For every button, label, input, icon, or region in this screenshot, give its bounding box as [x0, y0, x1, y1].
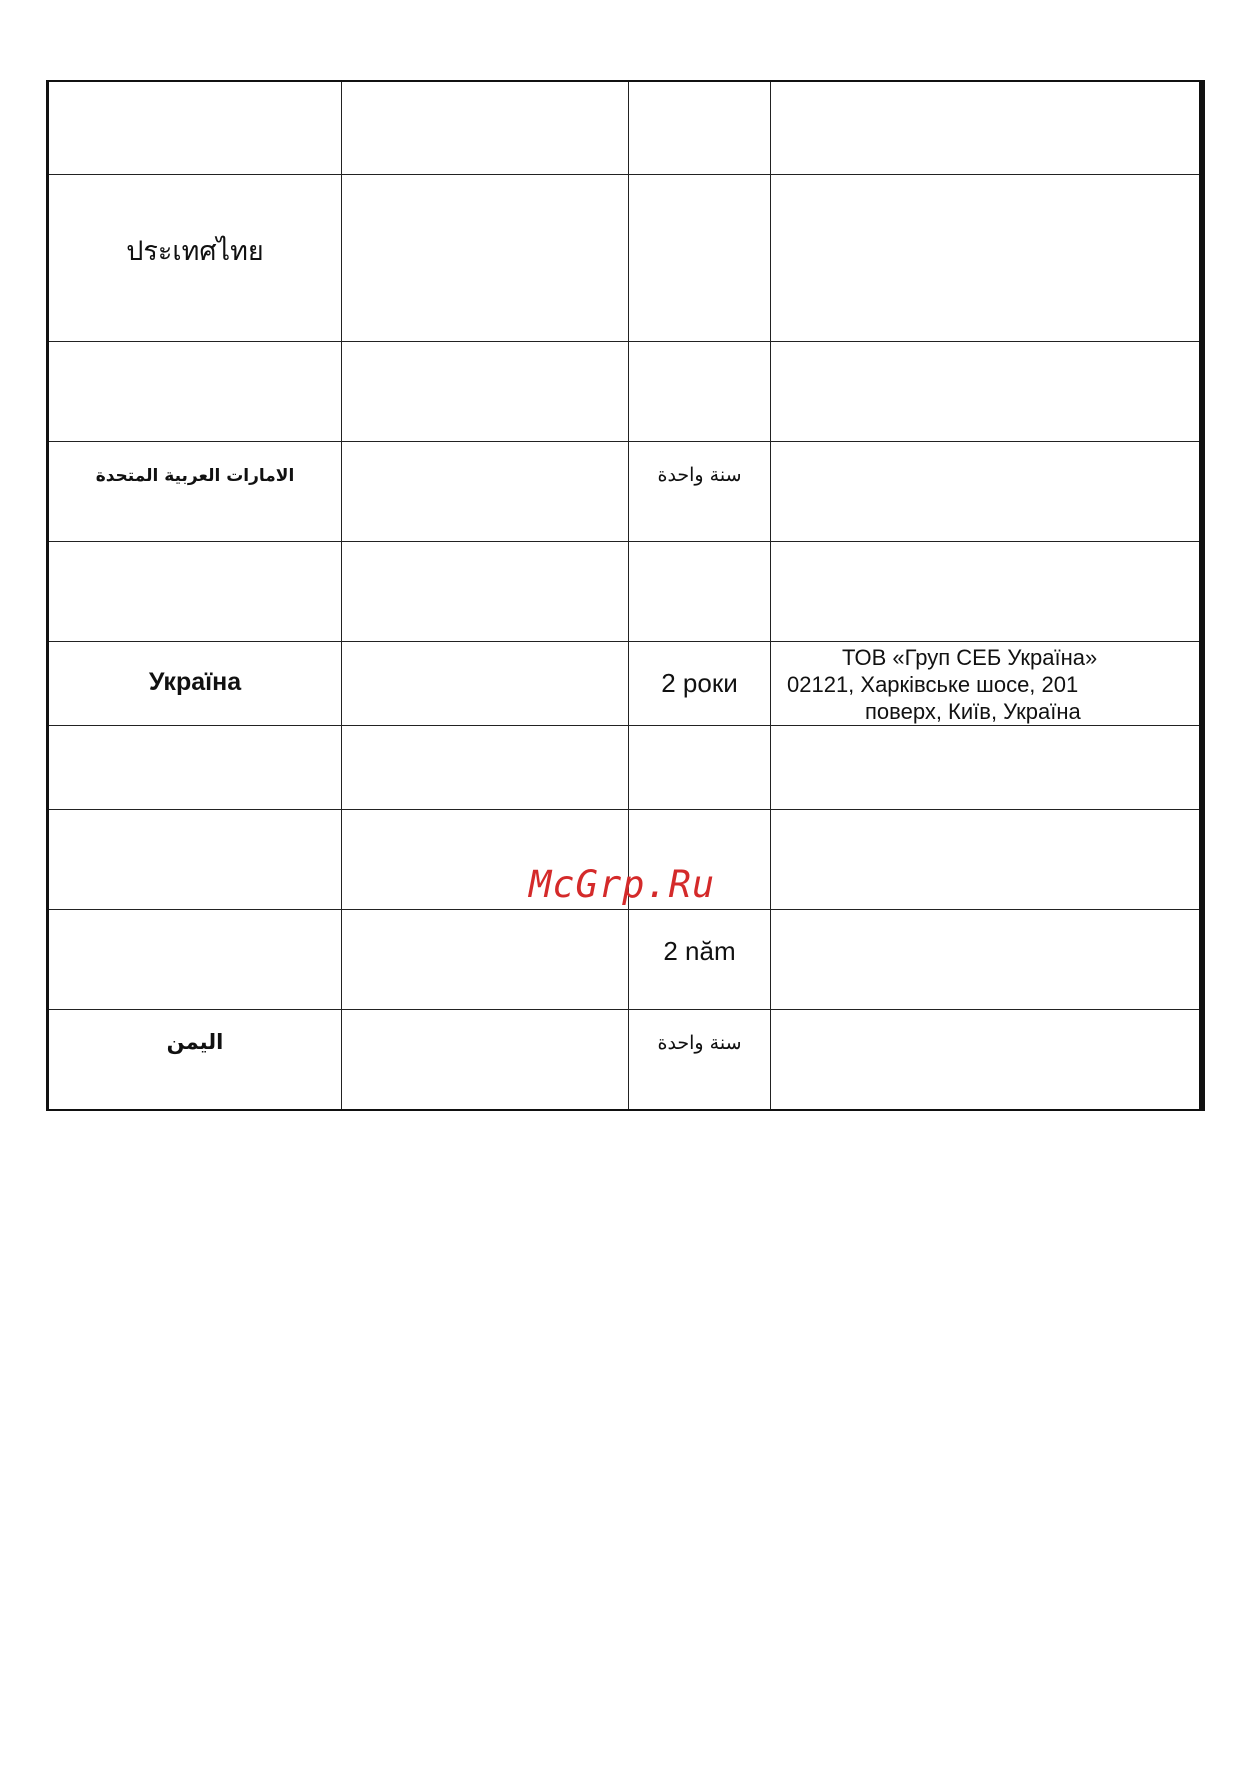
address-cell	[771, 642, 1202, 726]
country-ukraine: Україна	[148, 668, 242, 696]
warranty-table-container	[46, 80, 1200, 1111]
address-cell	[771, 442, 1202, 542]
address-line: поверх, Київ, Україна	[865, 699, 1081, 724]
empty-cell	[342, 1010, 629, 1111]
country-cell	[48, 442, 342, 542]
period-cell	[629, 442, 771, 542]
country-cell	[48, 726, 342, 810]
period-cell	[629, 642, 771, 726]
empty-cell	[342, 642, 629, 726]
table-row	[48, 726, 1202, 810]
country-cell	[48, 542, 342, 642]
address-cell	[771, 342, 1202, 442]
address-cell	[771, 175, 1202, 342]
table-row	[48, 342, 1202, 442]
country-thailand: ประเทศไทย	[126, 236, 264, 267]
country-uae: الامارات العربية المتحدة	[95, 466, 295, 486]
country-cell	[48, 810, 342, 910]
period-cell	[629, 542, 771, 642]
empty-cell	[342, 342, 629, 442]
address-cell	[771, 542, 1202, 642]
empty-cell	[342, 726, 629, 810]
period-cell	[629, 342, 771, 442]
warranty-country-table	[46, 80, 1205, 1111]
period-cell	[629, 726, 771, 810]
period-vietnam: 2 năm	[663, 936, 736, 966]
empty-cell	[342, 542, 629, 642]
country-cell	[48, 342, 342, 442]
address-cell	[771, 910, 1202, 1010]
address-ukraine	[771, 642, 1199, 725]
address-line: 02121, Харківське шосе, 201	[787, 672, 1079, 697]
empty-cell	[342, 81, 629, 175]
address-line: ТОВ «Груп СЕБ Україна»	[842, 645, 1098, 670]
country-cell	[48, 642, 342, 726]
period-cell	[629, 1010, 771, 1111]
table-row	[48, 1010, 1202, 1111]
empty-cell	[342, 175, 629, 342]
address-cell	[771, 1010, 1202, 1111]
period-cell	[629, 910, 771, 1010]
address-cell	[771, 726, 1202, 810]
table-row	[48, 542, 1202, 642]
empty-cell	[342, 910, 629, 1010]
country-yemen: اليمن	[166, 1030, 224, 1054]
address-cell	[771, 81, 1202, 175]
country-cell	[48, 910, 342, 1010]
country-cell	[48, 1010, 342, 1111]
table-row	[48, 175, 1202, 342]
table-row	[48, 910, 1202, 1010]
empty-cell	[342, 442, 629, 542]
period-cell	[629, 175, 771, 342]
table-row	[48, 81, 1202, 175]
period-ukraine: 2 роки	[661, 668, 738, 698]
country-cell	[48, 81, 342, 175]
country-cell	[48, 175, 342, 342]
period-uae: سنة واحدة	[657, 464, 742, 486]
table-row	[48, 642, 1202, 726]
period-cell	[629, 81, 771, 175]
watermark-text: McGrp.Ru	[529, 863, 716, 906]
address-cell	[771, 810, 1202, 910]
table-row	[48, 442, 1202, 542]
period-yemen: سنة واحدة	[657, 1032, 742, 1054]
